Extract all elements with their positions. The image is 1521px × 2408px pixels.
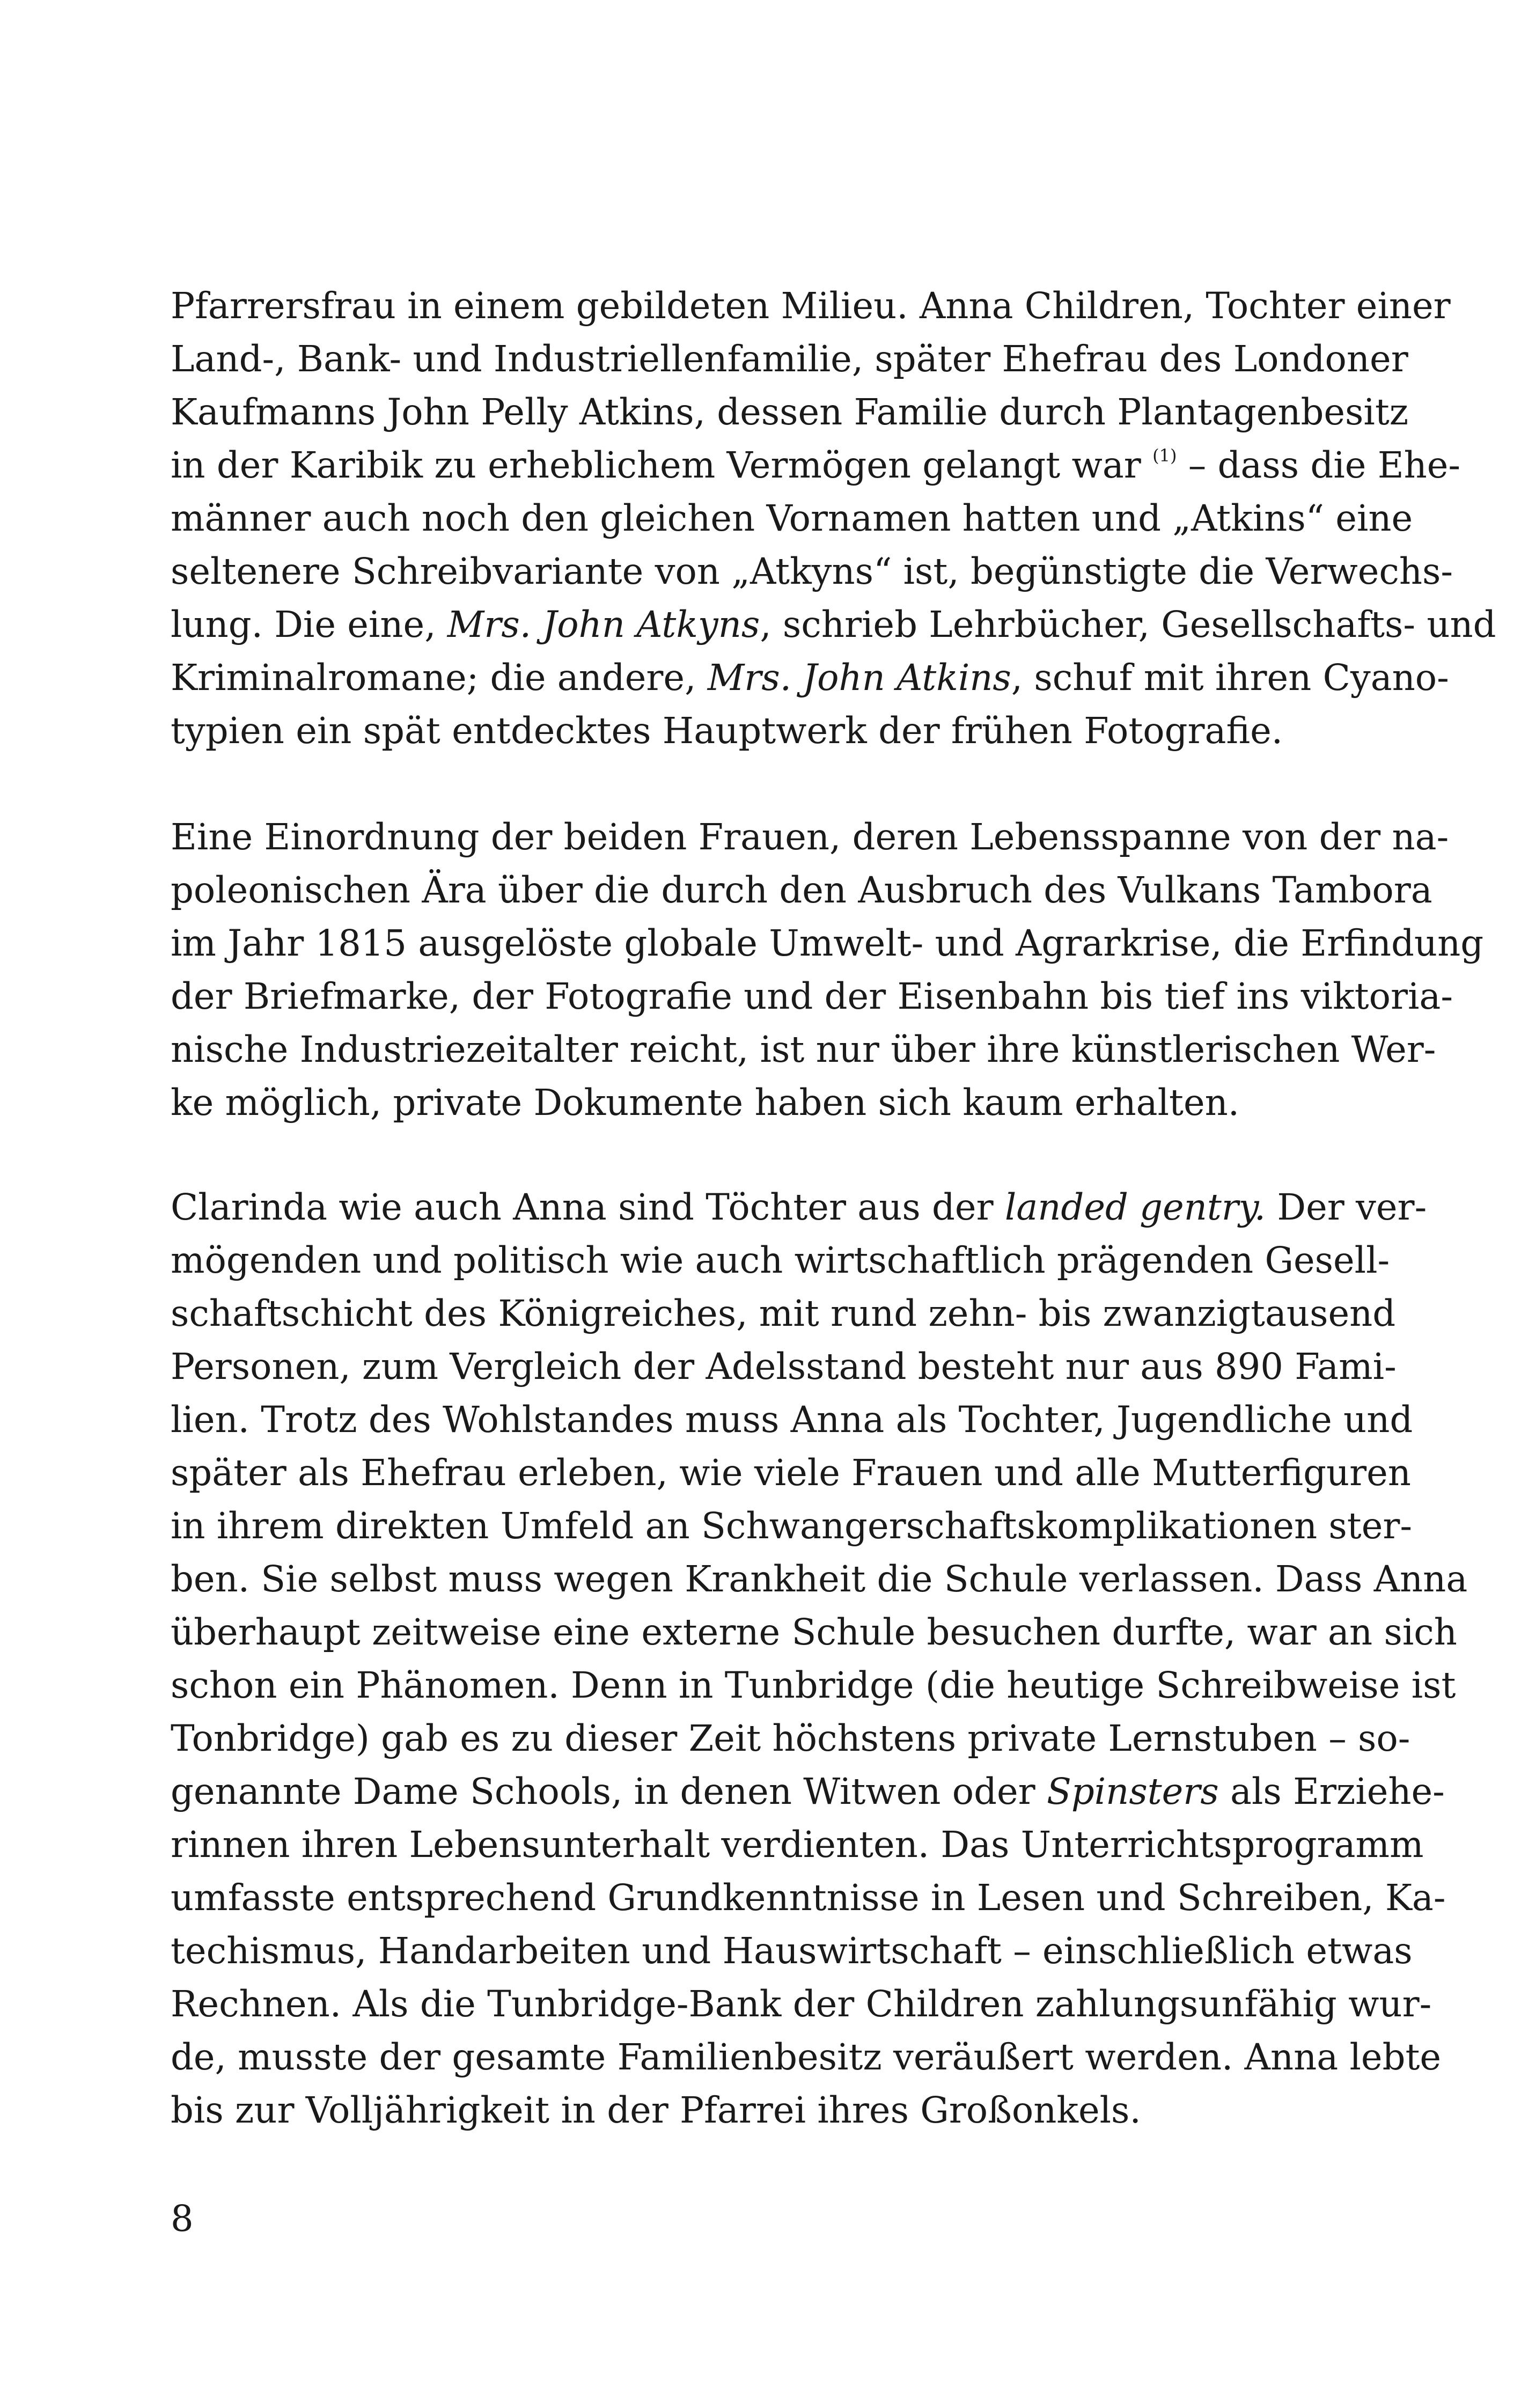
text-line — [171, 2030, 1442, 2084]
italic-text: Spinsters — [1046, 1771, 1219, 1812]
text-line — [171, 1076, 1351, 1129]
text-line — [171, 810, 1449, 864]
text-run: ben. Sie selbst muss wegen Krankheit die Schule verlassen. Dass Anna — [171, 1558, 1468, 1600]
footnote-marker: (1) — [1152, 445, 1177, 466]
text-line — [171, 2083, 1351, 2137]
text-line — [171, 651, 1449, 704]
text-run: genannte Dame Schools, in denen Witwen oder — [171, 1771, 1047, 1812]
text-run: seltenere Schreibvariante von „Atkyns“ ist, begünstigte die Verwechs- — [171, 550, 1453, 592]
text-run: , schrieb Lehrbücher, Gesellschafts- und — [760, 604, 1496, 645]
text-line — [171, 1234, 1390, 1287]
text-run: poleonischen Ära über die durch den Ausbruch des Vulkans Tambora — [171, 869, 1432, 911]
text-line — [171, 1446, 1411, 1500]
text-line — [171, 545, 1453, 598]
text-line — [171, 1605, 1457, 1659]
text-run: umfasste entsprechend Grundkenntnisse in Lesen und Schreiben, Ka- — [171, 1877, 1446, 1919]
text-line — [171, 1871, 1446, 1925]
text-run: Personen, zum Vergleich der Adelsstand besteht nur aus 890 Fami- — [171, 1346, 1397, 1387]
text-run: der Briefmarke, der Fotografie und der Eisenbahn bis tief ins viktoria- — [171, 975, 1453, 1017]
text-line — [171, 1977, 1432, 2031]
text-line — [171, 704, 1351, 758]
text-line — [171, 1023, 1436, 1076]
text-run: Tonbridge) gab es zu dieser Zeit höchstens private Lernstuben – so- — [171, 1717, 1410, 1759]
text-line — [171, 598, 1496, 651]
text-line — [171, 970, 1453, 1023]
text-run: lung. Die eine, — [171, 604, 447, 645]
text-line — [171, 1658, 1456, 1712]
text-run: später als Ehefrau erleben, wie viele Frauen und alle Mutterfiguren — [171, 1452, 1411, 1494]
text-line — [171, 1340, 1397, 1393]
text-line — [171, 438, 1461, 492]
text-run: Eine Einordnung der beiden Frauen, deren Lebensspanne von der na- — [171, 816, 1449, 858]
text-line — [171, 1552, 1468, 1606]
text-line — [171, 1287, 1396, 1340]
text-run: männer auch noch den gleichen Vornamen hatten und „Atkins“ eine — [171, 497, 1413, 539]
text-run: – dass die Ehe- — [1177, 444, 1461, 486]
text-line — [171, 863, 1432, 917]
text-run: im Jahr 1815 ausgelöste globale Umwelt- und Agrarkrise, die Erfindung — [171, 922, 1484, 964]
text-run: als Erziehe- — [1218, 1771, 1445, 1812]
text-line — [171, 279, 1451, 333]
text-run: schon ein Phänomen. Denn in Tunbridge (die heutige Schreibweise ist — [171, 1664, 1456, 1706]
text-run: Rechnen. Als die Tunbridge-Bank der Children zahlungsunfähig wur- — [171, 1983, 1432, 2025]
text-run: Kaufmanns John Pelly Atkins, dessen Familie durch Plantagenbesitz — [171, 391, 1409, 433]
text-line — [171, 332, 1408, 386]
text-run: schaftschicht des Königreiches, mit rund zehn- bis zwanzigtausend — [171, 1293, 1396, 1334]
text-line — [171, 1818, 1424, 1871]
text-run: Clarinda wie auch Anna sind Töchter aus der — [171, 1186, 1005, 1228]
text-run: in ihrem direkten Umfeld an Schwangerschaftskomplikationen ster- — [171, 1505, 1413, 1547]
text-line — [171, 1393, 1413, 1447]
text-run: ke möglich, private Dokumente haben sich kaum erhalten. — [171, 1082, 1240, 1124]
text-run: Pfarrersfrau in einem gebildeten Milieu. Anna Children, Tochter einer — [171, 285, 1451, 327]
text-run: mögenden und politisch wie auch wirtschaftlich prägenden Gesell- — [171, 1239, 1390, 1281]
text-line — [171, 385, 1409, 439]
italic-text: Mrs. John Atkins — [707, 657, 1011, 699]
italic-text: Mrs. John Atkyns — [447, 604, 760, 645]
text-run: de, musste der gesamte Familienbesitz veräußert werden. Anna lebte — [171, 2036, 1442, 2078]
text-run: rinnen ihren Lebensunterhalt verdienten. Das Unterrichtsprogramm — [171, 1824, 1424, 1866]
text-run: überhaupt zeitweise eine externe Schule besuchen durfte, war an sich — [171, 1611, 1457, 1653]
text-line — [171, 916, 1484, 970]
text-run: , schuf mit ihren Cyano- — [1011, 657, 1449, 699]
text-run: nische Industriezeitalter reicht, ist nur über ihre künstlerischen Wer- — [171, 1029, 1436, 1070]
text-run: lien. Trotz des Wohlstandes muss Anna als Tochter, Jugendliche und — [171, 1399, 1413, 1441]
text-line — [171, 1765, 1445, 1818]
text-run: Land-, Bank- und Industriellenfamilie, später Ehefrau des Londoner — [171, 338, 1408, 380]
text-line — [171, 1499, 1413, 1553]
text-line — [171, 1180, 1427, 1234]
italic-text: landed gentry. — [1004, 1186, 1266, 1228]
text-run: in der Karibik zu erheblichem Vermögen gelangt war — [171, 444, 1153, 486]
text-line — [171, 1924, 1413, 1978]
text-run: typien ein spät entdecktes Hauptwerk der frühen Fotografie. — [171, 710, 1283, 752]
text-run: techismus, Handarbeiten und Hauswirtschaft – einschließlich etwas — [171, 1930, 1413, 1972]
text-run: Der ver- — [1266, 1186, 1427, 1228]
text-line — [171, 491, 1413, 545]
text-run: Kriminalromane; die andere, — [171, 657, 708, 699]
text-run: bis zur Volljährigkeit in der Pfarrei ihres Großonkels. — [171, 2089, 1141, 2131]
text-line — [171, 1712, 1410, 1765]
page-number: 8 — [171, 2198, 194, 2240]
